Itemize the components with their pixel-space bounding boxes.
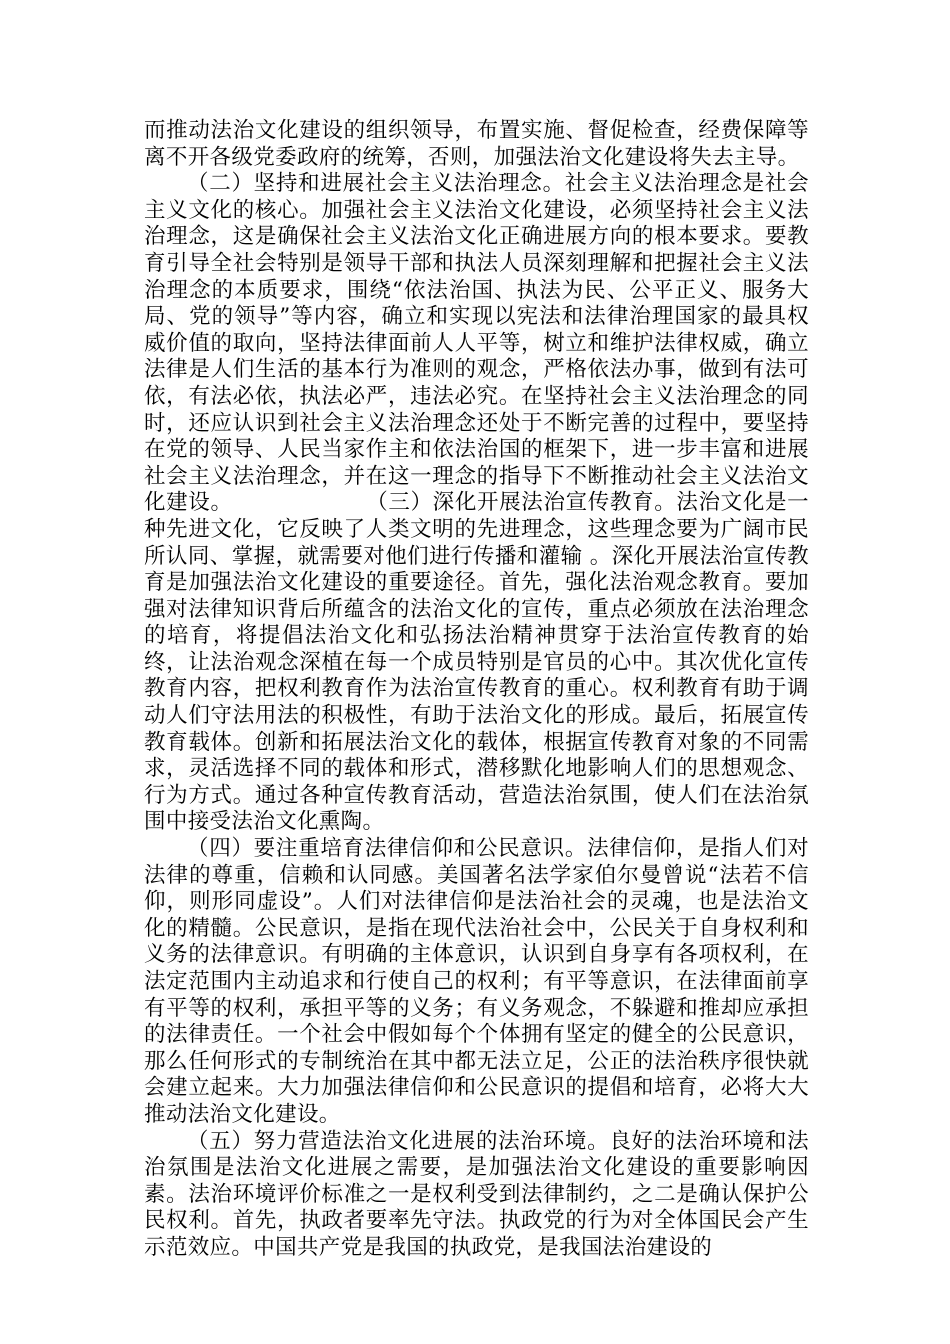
paragraph-section-2 (144, 171, 809, 836)
paragraph-text: （四）要注重培育法律信仰和公民意识。法律信仰，是指人们对法律的尊重，信赖和认同感。美国著名法学家伯尔曼曾说“法若不信仰，则形同虚设”。人们对法律信仰是法治社会的灵魂，也是法治文化的精髓。公民意识，是指在现代法治社会中，公民关于自身权利和义务的法律意识。有明确的主体意识，认识到自身享有各项权利，在法定范围内主动追求和行使自己的权利；有平等意识，在法律面前享有平等的权利，承担平等的义务；有义务观念，不躲避和推却应承担的法律责任。一个社会中假如每个个体拥有坚定的健全的公民意识，那么任何形式的专制统治在其中都无法立足，公正的法治秩序很快就会建立起来。大力加强法律信仰和公民意识的提倡和培育，必将大大推动法治文化建设。 (144, 836, 809, 1127)
document-page (144, 118, 809, 1262)
paragraph-section-5 (144, 1129, 809, 1262)
paragraph-text: （二）坚持和进展社会主义法治理念。社会主义法治理念是社会主义文化的核心。加强社会主义法治文化建设，必须坚持社会主义法治理念，这是确保社会主义法治文化正确进展方向的根本要求。要教育引导全社会特别是领导干部和执法人员深刻理解和把握社会主义法治理念的本质要求，围绕“依法治国、执法为民、公平正义、服务大局、党的领导”等内容，确立和实现以宪法和法律治理国家的最具权威价值的取向，坚持法律面前人人平等，树立和维护法律权威，确立法律是人们生活的基本行为准则的观念，严格依法办事，做到有法可依，有法必依，执法必严，违法必究。在坚持社会主义法治理念的同时，还应认识到社会主义法治理念还处于不断完善的过程中，要坚持在党的领导、人民当家作主和依法治国的框架下，进一步丰富和进展社会主义法治理念，并在这一理念的指导下不断推动社会主义法治文化建设。 (144, 171, 809, 516)
paragraph-text: （五）努力营造法治文化进展的法治环境。良好的法治环境和法治氛围是法治文化进展之需要，是加强法治文化建设的重要影响因素。法治环境评价标准之一是权利受到法律制约，之二是确认保护公民权利。首先，执政者要率先守法。执政党的行为对全体国民会产生示范效应。中国共产党是我国的执政党，是我国法治建设的 (144, 1128, 809, 1260)
paragraph-section-4 (144, 836, 809, 1129)
paragraph-continuation (144, 118, 809, 171)
inline-spacing (222, 490, 377, 515)
paragraph-section-3-text: （三）深化开展法治宣传教育。法治文化是一种先进文化，它反映了人类文明的先进理念，这些理念要为广阔市民所认同、掌握，就需要对他们进行传播和灌输 。深化开展法治宣传教育是加强法治文化建设的重要途径。首先，强化法治观念教育。要加强对法律知识背后所蕴含的法治文化的宣传，重点必须放在法治理念的培育，将提倡法治文化和弘扬法治精神贯穿于法治宣传教育的始终，让法治观念深植在每一个成员特别是官员的心中。其次优化宣传教育内容，把权利教育作为法治宣传教育的重心。权利教育有助于调动人们守法用法的积极性，有助于法治文化的形成。最后，拓展宣传教育载体。创新和拓展法治文化的载体，根据宣传教育对象的不同需求，灵活选择不同的载体和形式，潜移默化地影响人们的思想观念、行为方式。通过各种宣传教育活动，营造法治氛围，使人们在法治氛围中接受法治文化熏陶。 (144, 490, 809, 835)
paragraph-text: 而推动法治文化建设的组织领导，布置实施、督促检查，经费保障等离不开各级党委政府的统筹，否则，加强法治文化建设将失去主导。 (144, 118, 809, 170)
